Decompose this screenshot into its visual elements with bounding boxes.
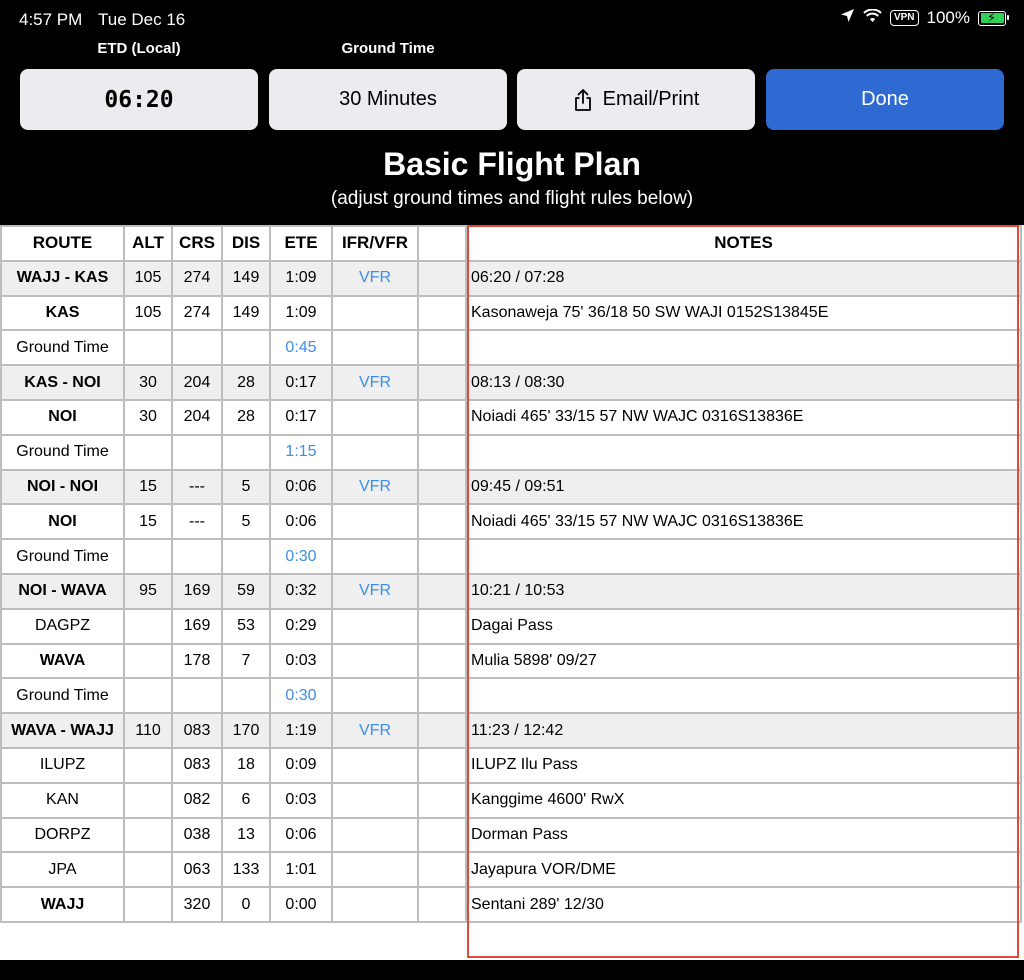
ground-time-label: Ground Time [341,40,435,57]
waypoint-row [1,504,1021,539]
cell-extra [418,504,466,539]
share-icon [573,88,593,112]
cell-extra [418,644,466,679]
route-cell: WAVA [1,644,124,679]
ground-time-value-link[interactable]: 1:15 [270,435,332,470]
flight-rules-cell[interactable]: VFR [332,713,418,748]
header-crs: CRS [172,226,222,261]
cell-alt [124,783,172,818]
cell-dis: 28 [222,400,270,435]
cell-dis: 5 [222,504,270,539]
table-header-row [1,226,1021,261]
cell-extra [418,539,466,574]
email-print-label: Email/Print [602,88,700,110]
route-cell: NOI - WAVA [1,574,124,609]
cell-extra [418,678,466,713]
flight-rules-cell [332,783,418,818]
cell-crs: 083 [172,713,222,748]
cell-alt [124,609,172,644]
route-cell: ILUPZ [1,748,124,783]
location-icon [840,8,855,28]
cell-crs: 082 [172,783,222,818]
cell-crs [172,539,222,574]
flight-rules-cell [332,504,418,539]
waypoint-row [1,644,1021,679]
cell-extra [418,818,466,853]
cell-ete: 0:06 [270,818,332,853]
status-indicators [840,8,1006,28]
cell-crs: 320 [172,887,222,922]
cell-crs [172,678,222,713]
leg-row [1,574,1021,609]
notes-cell: Jayapura VOR/DME [466,852,1021,887]
flight-rules-cell [332,852,418,887]
flight-rules-cell [332,887,418,922]
route-cell: Ground Time [1,435,124,470]
notes-cell: Dagai Pass [466,609,1021,644]
cell-crs: 274 [172,261,222,296]
cell-crs: 169 [172,609,222,644]
waypoint-row [1,852,1021,887]
page-subtitle: (adjust ground times and flight rules below) [330,188,694,209]
done-button[interactable]: Done [766,69,1004,130]
cell-dis: 13 [222,818,270,853]
wifi-icon [863,8,882,28]
route-cell: Ground Time [1,539,124,574]
cell-alt [124,330,172,365]
ground-time-button[interactable]: 30 Minutes [269,69,507,130]
cell-dis: 5 [222,470,270,505]
flight-plan-table [0,225,1022,923]
ground-time-value-link[interactable]: 0:30 [270,539,332,574]
flight-plan-table-container [0,225,1024,960]
cell-crs: 178 [172,644,222,679]
bottom-bar [0,960,1024,980]
ground-time-value-link[interactable]: 0:30 [270,678,332,713]
flight-rules-cell [332,678,418,713]
route-cell: NOI - NOI [1,470,124,505]
cell-dis: 28 [222,365,270,400]
cell-crs: 063 [172,852,222,887]
notes-cell: Kanggime 4600' RwX [466,783,1021,818]
cell-ete: 0:17 [270,365,332,400]
route-cell: KAS - NOI [1,365,124,400]
notes-cell: Noiadi 465' 33/15 57 NW WAJC 0316S13836E [466,400,1021,435]
waypoint-row [1,818,1021,853]
route-cell: NOI [1,400,124,435]
flight-rules-cell[interactable]: VFR [332,574,418,609]
cell-alt [124,539,172,574]
cell-ete: 0:03 [270,644,332,679]
header-alt: ALT [124,226,172,261]
cell-dis [222,678,270,713]
waypoint-row [1,748,1021,783]
cell-dis: 6 [222,783,270,818]
cell-ete: 1:09 [270,296,332,331]
flight-rules-cell [332,644,418,679]
flight-rules-cell [332,818,418,853]
cell-ete: 0:00 [270,887,332,922]
ground-time-value-link[interactable]: 0:45 [270,330,332,365]
notes-cell: Mulia 5898' 09/27 [466,644,1021,679]
header-notes: NOTES [466,226,1021,261]
notes-cell [466,330,1021,365]
waypoint-row [1,783,1021,818]
notes-cell: 11:23 / 12:42 [466,713,1021,748]
cell-extra [418,435,466,470]
cell-alt: 105 [124,261,172,296]
cell-dis: 53 [222,609,270,644]
email-print-button[interactable] [517,69,755,130]
waypoint-row [1,400,1021,435]
cell-ete: 0:29 [270,609,332,644]
cell-extra [418,261,466,296]
waypoint-row [1,296,1021,331]
cell-alt: 30 [124,400,172,435]
route-cell: KAS [1,296,124,331]
cell-crs [172,330,222,365]
cell-ete: 0:06 [270,470,332,505]
cell-extra [418,748,466,783]
cell-extra [418,609,466,644]
status-time: 4:57 PM [19,10,83,29]
cell-dis [222,539,270,574]
cell-alt [124,852,172,887]
cell-crs: 204 [172,365,222,400]
cell-alt [124,748,172,783]
cell-ete: 1:01 [270,852,332,887]
notes-cell: 08:13 / 08:30 [466,365,1021,400]
notes-cell: 10:21 / 10:53 [466,574,1021,609]
etd-label: ETD (Local) [97,40,181,57]
cell-alt [124,678,172,713]
notes-cell: Dorman Pass [466,818,1021,853]
notes-cell: ILUPZ Ilu Pass [466,748,1021,783]
cell-dis: 7 [222,644,270,679]
etd-picker-button[interactable]: 06:20 [20,69,258,130]
cell-ete: 1:09 [270,261,332,296]
cell-ete: 0:32 [270,574,332,609]
route-cell: Ground Time [1,678,124,713]
flight-rules-cell[interactable]: VFR [332,261,418,296]
cell-alt [124,887,172,922]
route-cell: Ground Time [1,330,124,365]
cell-dis [222,435,270,470]
header-ete: ETE [270,226,332,261]
route-cell: NOI [1,504,124,539]
route-cell: DAGPZ [1,609,124,644]
cell-extra [418,783,466,818]
notes-cell: Sentani 289' 12/30 [466,887,1021,922]
flight-rules-cell[interactable]: VFR [332,470,418,505]
leg-row [1,713,1021,748]
cell-alt: 15 [124,470,172,505]
flight-rules-cell[interactable]: VFR [332,365,418,400]
cell-dis: 0 [222,887,270,922]
flight-rules-cell [332,400,418,435]
cell-crs: 169 [172,574,222,609]
ground-time-row [1,539,1021,574]
cell-crs: 083 [172,748,222,783]
cell-dis: 59 [222,574,270,609]
cell-dis: 170 [222,713,270,748]
header-dis: DIS [222,226,270,261]
notes-cell [466,678,1021,713]
battery-percent: 100% [926,8,970,27]
waypoint-row [1,609,1021,644]
cell-ete: 0:17 [270,400,332,435]
waypoint-row [1,887,1021,922]
flight-rules-cell [332,330,418,365]
cell-crs: --- [172,504,222,539]
header-blank [418,226,466,261]
cell-crs: --- [172,470,222,505]
cell-dis: 149 [222,296,270,331]
notes-cell: Noiadi 465' 33/15 57 NW WAJC 0316S13836E [466,504,1021,539]
cell-alt [124,435,172,470]
flight-rules-cell [332,748,418,783]
cell-ete: 0:06 [270,504,332,539]
cell-extra [418,365,466,400]
flight-rules-cell [332,435,418,470]
cell-extra [418,887,466,922]
flight-rules-cell [332,609,418,644]
leg-row [1,365,1021,400]
route-cell: KAN [1,783,124,818]
cell-dis: 149 [222,261,270,296]
cell-alt: 110 [124,713,172,748]
cell-dis: 133 [222,852,270,887]
cell-crs: 038 [172,818,222,853]
notes-cell [466,435,1021,470]
ground-time-row [1,435,1021,470]
battery-charging-icon: ⚡ [978,11,1006,26]
leg-row [1,470,1021,505]
cell-extra [418,574,466,609]
cell-crs [172,435,222,470]
cell-extra [418,400,466,435]
cell-dis: 18 [222,748,270,783]
page-title: Basic Flight Plan [383,146,641,182]
cell-extra [418,296,466,331]
notes-cell [466,539,1021,574]
notes-cell: Kasonaweja 75' 36/18 50 SW WAJI 0152S13845E [466,296,1021,331]
cell-ete: 1:19 [270,713,332,748]
flight-rules-cell [332,296,418,331]
cell-ete: 0:03 [270,783,332,818]
status-date: Tue Dec 16 [98,10,186,29]
header-flight-rules: IFR/VFR [332,226,418,261]
cell-alt [124,818,172,853]
cell-extra [418,713,466,748]
ground-time-row [1,330,1021,365]
ground-time-row [1,678,1021,713]
notes-cell: 09:45 / 09:51 [466,470,1021,505]
route-cell: WAJJ - KAS [1,261,124,296]
route-cell: JPA [1,852,124,887]
header-route: ROUTE [1,226,124,261]
cell-ete: 0:09 [270,748,332,783]
cell-extra [418,470,466,505]
cell-extra [418,852,466,887]
cell-crs: 204 [172,400,222,435]
route-cell: DORPZ [1,818,124,853]
flight-rules-cell [332,539,418,574]
cell-alt: 30 [124,365,172,400]
notes-cell: 06:20 / 07:28 [466,261,1021,296]
cell-crs: 274 [172,296,222,331]
cell-dis [222,330,270,365]
status-bar [0,0,1024,40]
leg-row [1,261,1021,296]
vpn-badge: VPN [890,10,919,26]
cell-extra [418,330,466,365]
cell-alt: 95 [124,574,172,609]
cell-alt [124,644,172,679]
route-cell: WAVA - WAJJ [1,713,124,748]
cell-alt: 15 [124,504,172,539]
cell-alt: 105 [124,296,172,331]
route-cell: WAJJ [1,887,124,922]
